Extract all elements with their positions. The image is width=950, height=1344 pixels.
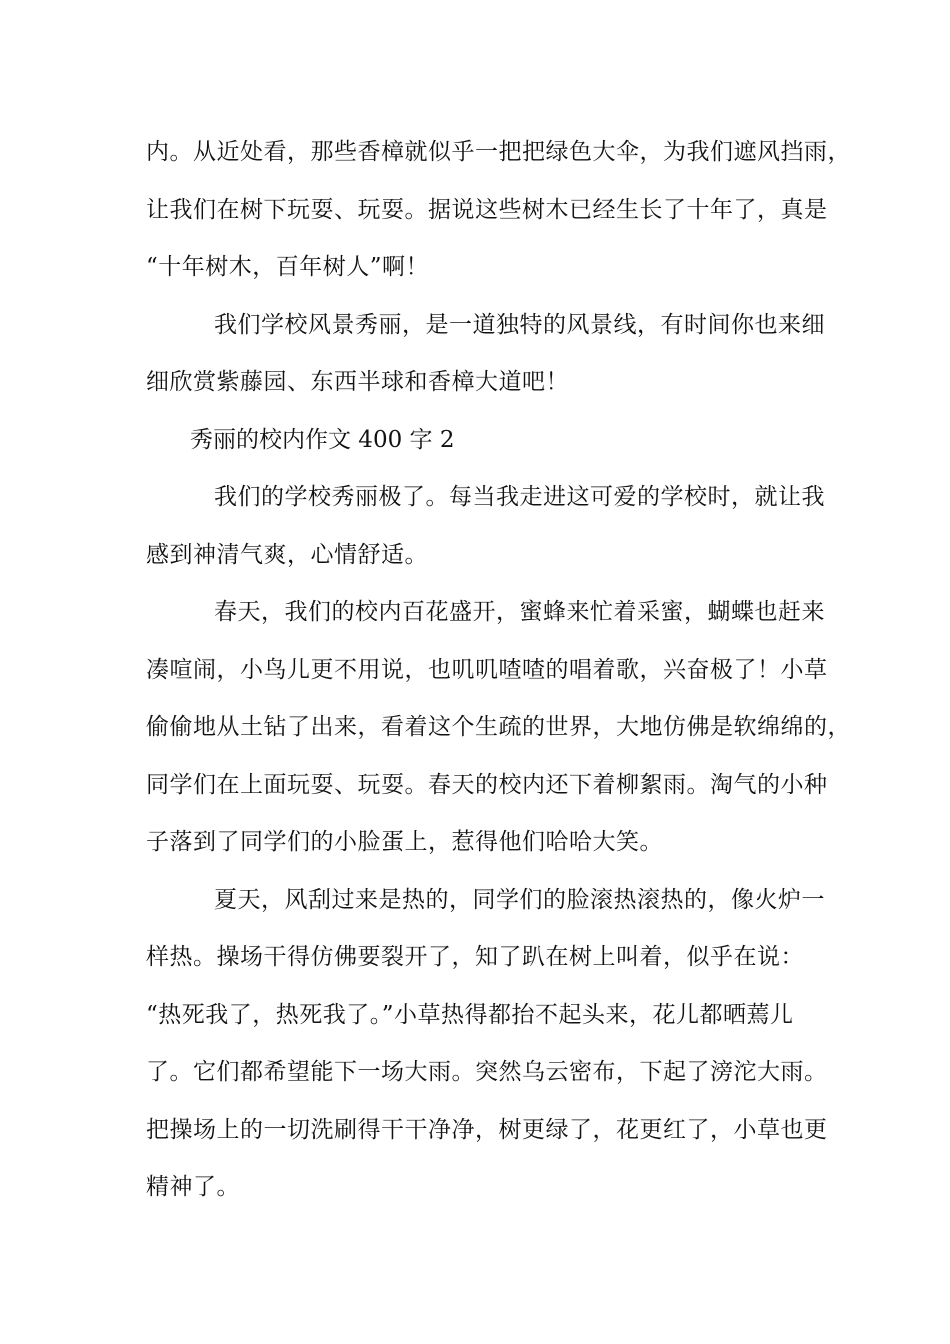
- text-line: 把操场上的一切洗刷得干干净净，树更绿了，花更红了，小草也更: [146, 1117, 828, 1143]
- text-line: 样热。操场干得仿佛要裂开了，知了趴在树上叫着，似乎在说：: [146, 944, 804, 970]
- text-line: 细欣赏紫藤园、东西半球和香樟大道吧！: [146, 369, 569, 395]
- text-line: 偷偷地从土钻了出来，看着这个生疏的世界，大地仿佛是软绵绵的，: [146, 714, 851, 740]
- text-line: 子落到了同学们的小脸蛋上，惹得他们哈哈大笑。: [146, 829, 663, 855]
- text-line: 让我们在树下玩耍、玩耍。据说这些树木已经生长了十年了，真是: [146, 197, 828, 223]
- paragraph-start-line: 我们学校风景秀丽，是一道独特的风景线，有时间你也来细: [214, 312, 825, 338]
- text-line: “十年树木，百年树人”啊！: [146, 254, 430, 280]
- paragraph-start-line: 我们的学校秀丽极了。每当我走进这可爱的学校时，就让我: [214, 484, 825, 510]
- paragraph-start-line: 夏天，风刮过来是热的，同学们的脸滚热滚热的，像火炉一: [214, 887, 825, 913]
- text-line: 精神了。: [146, 1174, 240, 1200]
- text-line: “热死我了，热死我了。”小草热得都抬不起头来，花儿都晒蔫儿: [146, 1002, 794, 1028]
- paragraph-start-line: 春天，我们的校内百花盛开，蜜蜂来忙着采蜜，蝴蝶也赶来: [214, 599, 825, 625]
- text-line: 内。从近处看，那些香樟就似乎一把把绿色大伞，为我们遮风挡雨，: [146, 139, 851, 165]
- section-heading: 秀丽的校内作文 400 字 2: [190, 427, 455, 453]
- text-line: 感到神清气爽，心情舒适。: [146, 542, 428, 568]
- text-line: 同学们在上面玩耍、玩耍。春天的校内还下着柳絮雨。淘气的小种: [146, 772, 828, 798]
- text-line: 凑喧闹，小鸟儿更不用说，也叽叽喳喳的唱着歌，兴奋极了！小草: [146, 657, 828, 683]
- text-line: 了。它们都希望能下一场大雨。突然乌云密布，下起了滂沱大雨。: [146, 1059, 828, 1085]
